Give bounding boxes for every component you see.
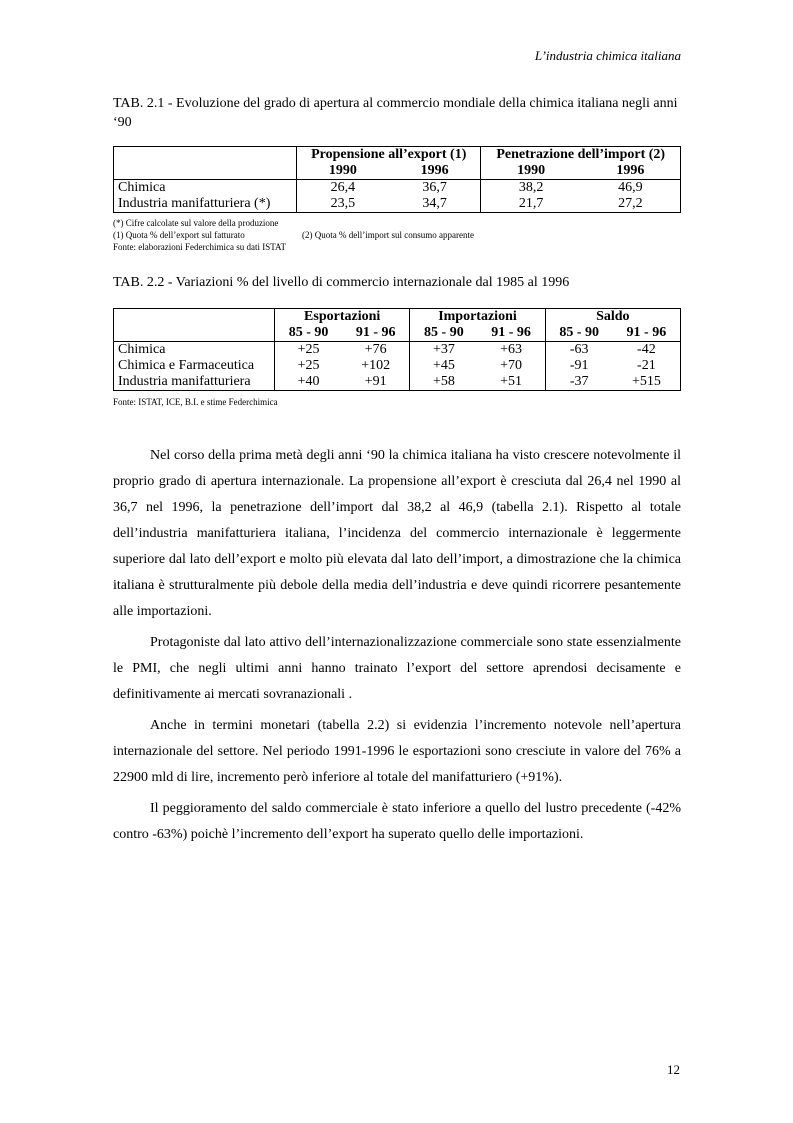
table-row [114, 196, 681, 213]
table1-year: 1990 [481, 163, 581, 180]
row-label: Industria manifatturiera (*) [114, 196, 297, 213]
cell: +63 [477, 342, 545, 359]
table2-period: 91 - 96 [477, 325, 545, 342]
table1-group2: Penetrazione dell’import (2) [481, 147, 681, 164]
table2-period: 85 - 90 [545, 325, 613, 342]
cell: +25 [297, 358, 320, 373]
cell: -21 [613, 358, 681, 374]
cell: -42 [613, 342, 681, 359]
table2-period: 85 - 90 [410, 325, 478, 342]
table1 [113, 146, 681, 213]
cell: +76 [342, 342, 410, 359]
table1-note: (1) Quota % dell’export sul fatturato [113, 230, 245, 240]
table1-note: (2) Quota % dell’import sul consumo apparente [302, 230, 474, 240]
cell: 23,5 [297, 196, 389, 213]
cell: 36,7 [389, 180, 481, 197]
cell: 38,2 [481, 180, 581, 197]
row-label: Chimica [114, 180, 297, 197]
cell: +102 [342, 358, 410, 374]
cell: 21,7 [481, 196, 581, 213]
cell: +70 [477, 358, 545, 374]
table1-year: 1990 [297, 163, 389, 180]
cell: 27,2 [581, 196, 681, 213]
cell: +91 [342, 374, 410, 391]
cell: +40 [275, 374, 343, 391]
table-row [114, 180, 681, 197]
paragraph: Protagoniste dal lato attivo dell’internazionalizzazione commerciale sono state essenzialmente le PMI, che negli ultimi anni hanno trainato l’export del settore aprendosi decisamente e definitivamente ai mercati sovranazionali . [113, 635, 681, 702]
table2-caption: TAB. 2.2 - Variazioni % del livello di commercio internazionale dal 1985 al 1996 [113, 275, 570, 290]
cell: +515 [613, 374, 681, 391]
table2-group: Saldo [545, 309, 680, 326]
cell: -63 [545, 342, 613, 359]
cell: 26,4 [297, 180, 389, 197]
row-label: Chimica e Farmaceutica [114, 358, 275, 374]
table2-corner [114, 309, 275, 342]
table2-group: Importazioni [410, 309, 545, 326]
cell: +37 [410, 342, 478, 359]
cell: -37 [545, 374, 613, 391]
table1-year: 1996 [581, 163, 681, 180]
paragraph: Nel corso della prima metà degli anni ‘90 la chimica italiana ha visto crescere notevolmente il proprio grado di apertura internazionale. La propensione all’export è cresciuta dal 26,4 nel 1990 al 36,7 nel 1996, la penetrazione dell’import dal 38,2 al 46,9 (tabella 2.1). Rispetto al totale dell’industria manifatturiera italiana, l’incidenza del commercio internazionale è leggermente superiore dal lato dell’export e molto più elevata dal lato dell’import, a dimostrazione che la chimica italiana è strutturalmente più debole della media dell’industria e deve quindi ricorrere pesantemente alle importazioni. [113, 448, 681, 619]
table1-corner [114, 147, 297, 180]
table-row [114, 342, 681, 359]
table2-period: 85 - 90 [275, 325, 343, 342]
row-label: Industria manifatturiera [114, 374, 275, 391]
cell: -91 [569, 358, 589, 373]
cell: 46,9 [581, 180, 681, 197]
cell: +58 [410, 374, 478, 391]
body-text [113, 443, 681, 853]
table2-group: Esportazioni [275, 309, 410, 326]
table2-period: 91 - 96 [342, 325, 410, 342]
paragraph: Anche in termini monetari (tabella 2.2) si evidenzia l’incremento notevole nell’apertura internazionale del settore. Nel periodo 1991-1996 le esportazioni sono cresciute in valore del 76% a 22900 mld di lire, incremento però inferiore al totale del manifatturiero (+91%). [113, 718, 681, 785]
cell: 34,7 [389, 196, 481, 213]
table-row [114, 358, 681, 374]
table2-source: Fonte: ISTAT, ICE, B.I. e stime Federchimica [113, 397, 278, 407]
table2 [113, 308, 681, 391]
table-row [114, 374, 681, 391]
table1-year: 1996 [389, 163, 481, 180]
table2-period: 91 - 96 [613, 325, 681, 342]
cell: +25 [275, 342, 343, 359]
table1-caption: TAB. 2.1 - Evoluzione del grado di apertura al commercio mondiale della chimica italiana negli anni ‘90 [113, 96, 678, 130]
table1-note: (*) Cifre calcolate sul valore della produzione [113, 218, 279, 228]
running-header: L’industria chimica italiana [534, 48, 681, 63]
page-number: 12 [667, 1062, 680, 1077]
cell: +45 [432, 358, 455, 373]
paragraph: Il peggioramento del saldo commerciale è stato inferiore a quello del lustro precedente (-42% contro -63%) poichè l’incremento dell’export ha superato quello delle importazioni. [113, 801, 681, 842]
cell: +51 [477, 374, 545, 391]
table1-source: Fonte: elaborazioni Federchimica su dati ISTAT [113, 242, 286, 252]
table1-group1: Propensione all’export (1) [297, 147, 481, 164]
row-label: Chimica [114, 342, 275, 359]
